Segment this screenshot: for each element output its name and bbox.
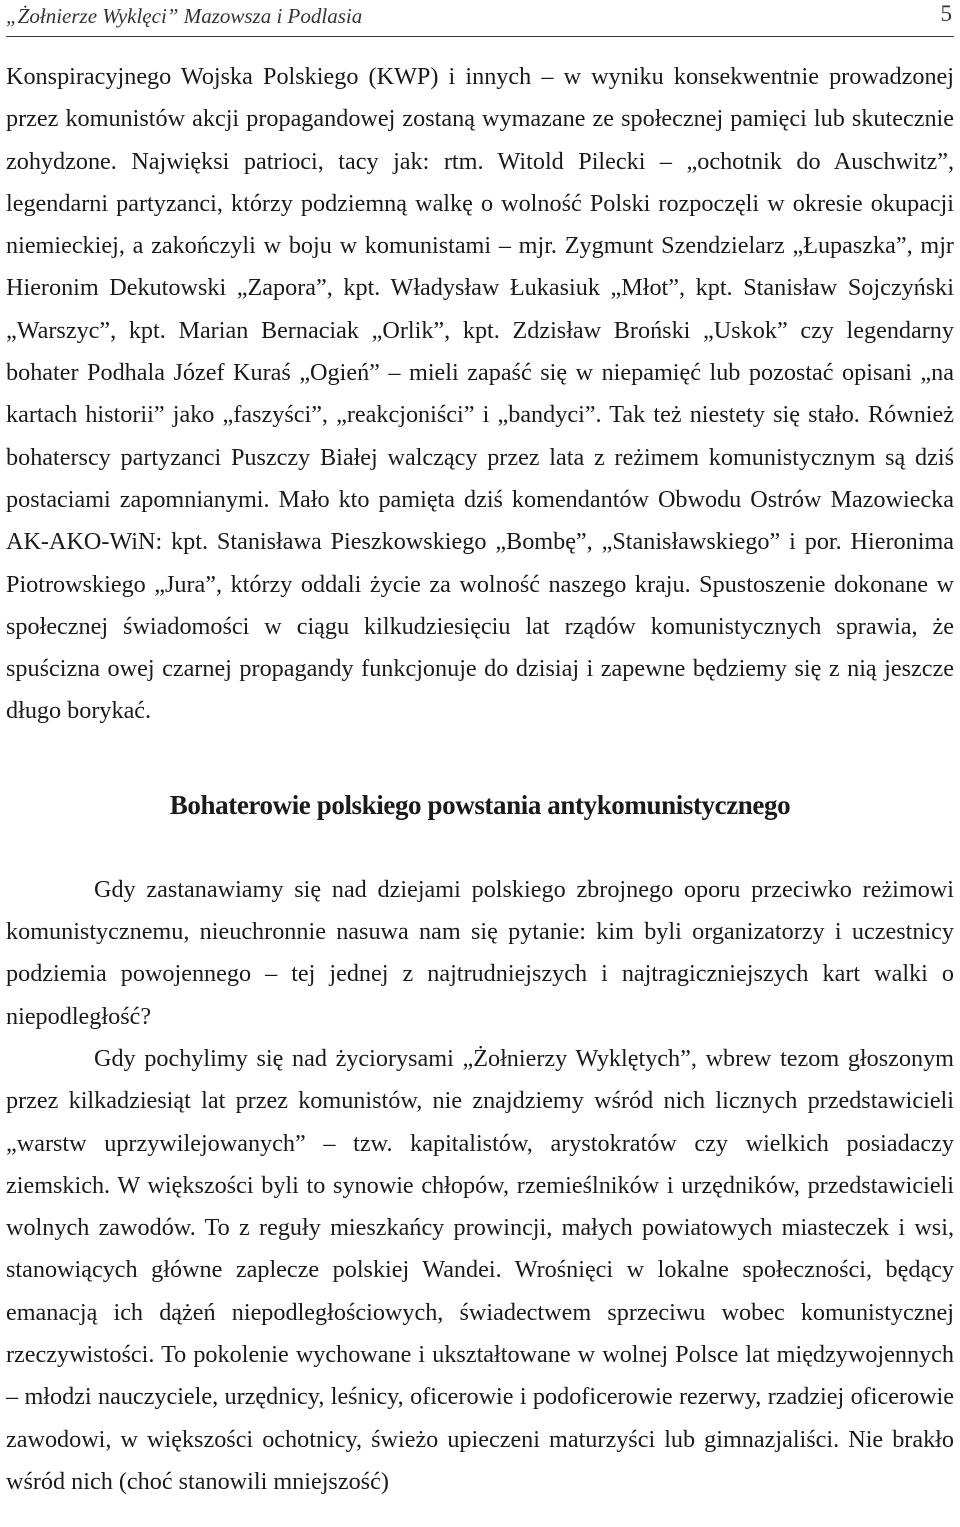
body-paragraph: Gdy zastanawiamy się nad dziejami polskiego zbrojnego oporu przeciwko reżimowi komunistycznemu, nieuchronnie nasuwa nam się pytanie: kim byli organizatorzy i uczestnicy podziemia powojennego – tej jednej z najtrudniejszych i najtragiczniejszych kart walki o niepodległość? — [6, 875, 954, 1030]
section-heading: Bohaterowie polskiego powstania antykomunistycznego — [169, 789, 791, 820]
running-title: „Żołnierze Wyklęci” Mazowsza i Podlasia — [6, 4, 363, 28]
running-header — [6, 0, 954, 37]
body-paragraph: Konspiracyjnego Wojska Polskiego (KWP) i innych – w wyniku konsekwentnie prowadzonej przez komunistów akcji propagandowej zostaną wymazane ze społecznej pamięci lub skutecznie zohydzone. Najwięksi patrioci, tacy jak: rtm. Witold Pilecki – „ochotnik do Auschwitz”, legendarni partyzanci, którzy podziemną walkę o wolność Polski rozpoczęli w okresie okupacji niemieckiej, a zakończyli w boju w komunistami – mjr. Zygmunt Szendzielarz „Łupaszka”, mjr Hieronim Dekutowski „Zapora”, kpt. Władysław Łukasiuk „Młot”, kpt. Stanisław Sojczyński „Warszyc”, kpt. Marian Bernaciak „Orlik”, kpt. Zdzisław Broński „Uskok” czy legendarny bohater Podhala Józef Kuraś „Ogień” – mieli zapaść się w niepamięć lub pozostać opisani „na kartach historii” jako „faszyści”, „reakcjoniści” i „bandyci”. Tak też niestety się stało. Również bohaterscy partyzanci Puszczy Białej walczący przez lata z reżimem komunistycznym są dziś postaciami zapomnianymi. Mało kto pamięta dziś komendantów Obwodu Ostrów Mazowiecka AK-AKO-WiN: kpt. Stanisława Pieszkowskiego „Bombę”, „Stanisławskiego” i por. Hieronima Piotrowskiego „Jura”, którzy oddali życie za wolność naszego kraju. Spustoszenie dokonane w społecznej świadomości w ciągu kilkudziesięciu lat rządów komunistycznych sprawia, że spuścizna owej czarnej propagandy funkcjonuje do dzisiaj i zapewne będziemy się z nią jeszcze długo borykać. — [6, 63, 954, 725]
page-number: 5 — [940, 1, 952, 26]
document-body — [6, 56, 954, 1503]
body-paragraph: Gdy pochylimy się nad życiorysami „Żołnierzy Wyklętych”, wbrew tezom głoszonym przez kilkadziesiąt lat przez komunistów, nie znajdziemy wśród nich licznych przedstawicieli „warstw uprzywilejowanych” – tzw. kapitalistów, arystokratów czy wielkich posiadaczy ziemskich. W większości byli to synowie chłopów, rzemieślników i urzędników, przedstawicieli wolnych zawodów. To z reguły mieszkańcy prowincji, małych powiatowych miasteczek i wsi, stanowiących główne zaplecze polskiej Wandei. Wrośnięci w lokalne społeczności, będący emanacją ich dążeń niepodległościowych, świadectwem sprzeciwu wobec komunistycznej rzeczywistości. To pokolenie wychowane i ukształtowane w wolnej Polsce lat międzywojennych – młodzi nauczyciele, urzędnicy, leśnicy, oficerowie i podoficerowie rezerwy, rzadziej oficerowie zawodowi, w większości ochotnicy, świeżo upieczeni maturzyści lub gimnazjaliści. Nie brakło wśród nich (choć stanowili mniejszość) — [6, 1044, 954, 1495]
